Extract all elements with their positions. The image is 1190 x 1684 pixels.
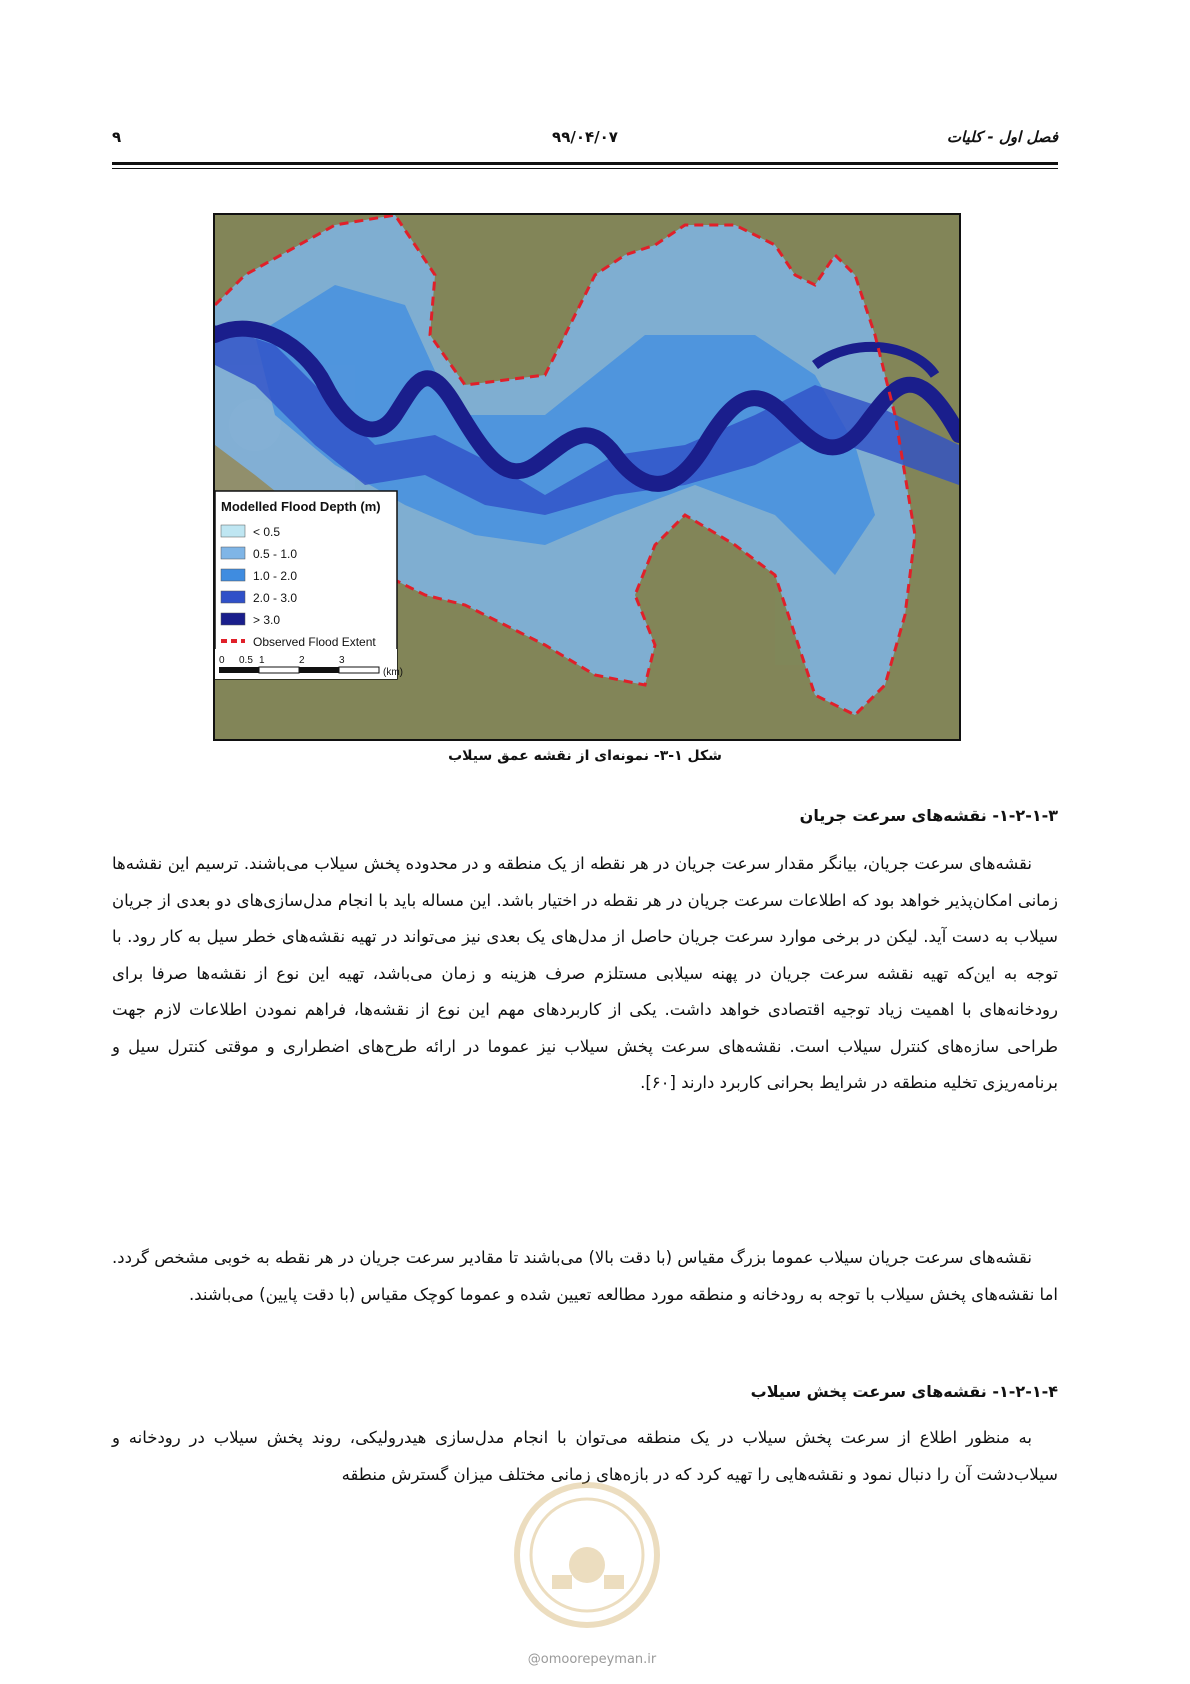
figure-caption: شکل ۱-۳- نمونه‌ای از نقشه عمق سیلاب (448, 748, 722, 764)
header-date: ۹۹/۰۴/۰۷ (552, 128, 618, 146)
legend-swatch-1 (221, 547, 245, 559)
legend-title: Modelled Flood Depth (m) (221, 499, 381, 514)
scale-bar (215, 649, 403, 679)
page-header (112, 128, 1058, 156)
scale-seg-4 (339, 667, 379, 673)
section-heading-spread-velocity: ۱-۲-۱-۴- نقشه‌های سرعت پخش سیلاب (750, 1382, 1058, 1401)
legend-label-4: > 3.0 (253, 613, 281, 627)
scale-tick-4: 3 (339, 655, 345, 666)
scale-seg-1 (219, 667, 259, 673)
legend-swatch-0 (221, 525, 245, 537)
section-heading-flow-velocity: ۱-۲-۱-۳- نقشه‌های سرعت جریان (799, 806, 1058, 825)
legend-swatch-3 (221, 591, 245, 603)
flood-depth-map (213, 213, 961, 741)
scale-tick-2: 1 (259, 655, 265, 666)
watermark-site: @omoorepeyman.ir (527, 1652, 657, 1667)
legend-label-5: Observed Flood Extent (253, 635, 376, 649)
header-rule-thin (112, 168, 1058, 169)
paragraph-flow-velocity-1: نقشه‌های سرعت جریان، بیانگر مقدار سرعت جریان در هر نقطه از یک منطقه و در محدوده پخش سیلاب می‌باشند. ترسیم این نقشه‌ها زمانی امکان‌پذیر خواهد بود که اطلاعات سرعت جریان در هر نقطه در اختیار باشد. این مساله باید با انجام مدل‌سازی‌های دو بعدی از جریان سیلاب به دست آید. لیکن در برخی موارد سرعت جریان حاصل از مدل‌های یک بعدی نیز می‌تواند در تهیه نقشه‌های خطر سیل به کار رود. با توجه به این‌که تهیه نقشه سرعت جریان در پهنه سیلابی مستلزم صرف هزینه و زمان می‌باشد، تهیه این نوع از نقشه‌ها صرفا برای رودخانه‌های با اهمیت زیاد توجیه اقتصادی خواهد داشت. یکی از کاربردهای مهم این نوع از نقشه‌ها، فراهم نمودن اطلاعات لازم جهت طراحی سازه‌های کنترل سیلاب است. نقشه‌های سرعت پخش سیلاب نیز عموما در ارائه طرح‌های اضطراری و موقتی کنترل سیل و برنامه‌ریزی تخلیه منطقه در شرایط بحرانی کاربرد دارند [۶۰]. (112, 854, 1058, 1092)
scale-tick-0: 0 (219, 655, 225, 666)
scale-tick-1: 0.5 (239, 655, 253, 666)
watermark-seal (512, 1480, 662, 1630)
legend-label-0: < 0.5 (253, 525, 281, 539)
scale-seg-2 (259, 667, 299, 673)
legend-label-2: 1.0 - 2.0 (253, 569, 298, 583)
chapter-title: فصل اول - کلیات (946, 128, 1058, 146)
map-svg (215, 215, 959, 739)
paragraph-flow-velocity-2: نقشه‌های سرعت جریان سیلاب عموما بزرگ مقیاس (با دقت بالا) می‌باشند تا مقادیر سرعت جریان در هر نقطه به خوبی مشخص گردد. اما نقشه‌های پخش سیلاب با توجه به رودخانه و منطقه مورد مطالعه تعیین شده و عموما کوچک مقیاس (با دقت پایین) می‌باشند. (112, 1248, 1058, 1304)
legend-swatch-4 (221, 613, 245, 625)
legend-label-3: 2.0 - 3.0 (253, 591, 298, 605)
paragraph-spread-velocity-1: به منظور اطلاع از سرعت پخش سیلاب در یک منطقه می‌توان با انجام مدل‌سازی هیدرولیکی، روند پخش سیلاب در رودخانه و سیلاب‌دشت آن را دنبال نمود و نقشه‌هایی را تهیه کرد که در بازه‌های زمانی مختلف میزان گسترش منطقه (112, 1428, 1058, 1484)
header-rule-thick (112, 162, 1058, 165)
scale-unit: (km) (383, 667, 403, 678)
legend-swatch-2 (221, 569, 245, 581)
scale-tick-3: 2 (299, 655, 305, 666)
scale-seg-3 (299, 667, 339, 673)
page-number: ۹ (112, 128, 122, 146)
legend-label-1: 0.5 - 1.0 (253, 547, 298, 561)
